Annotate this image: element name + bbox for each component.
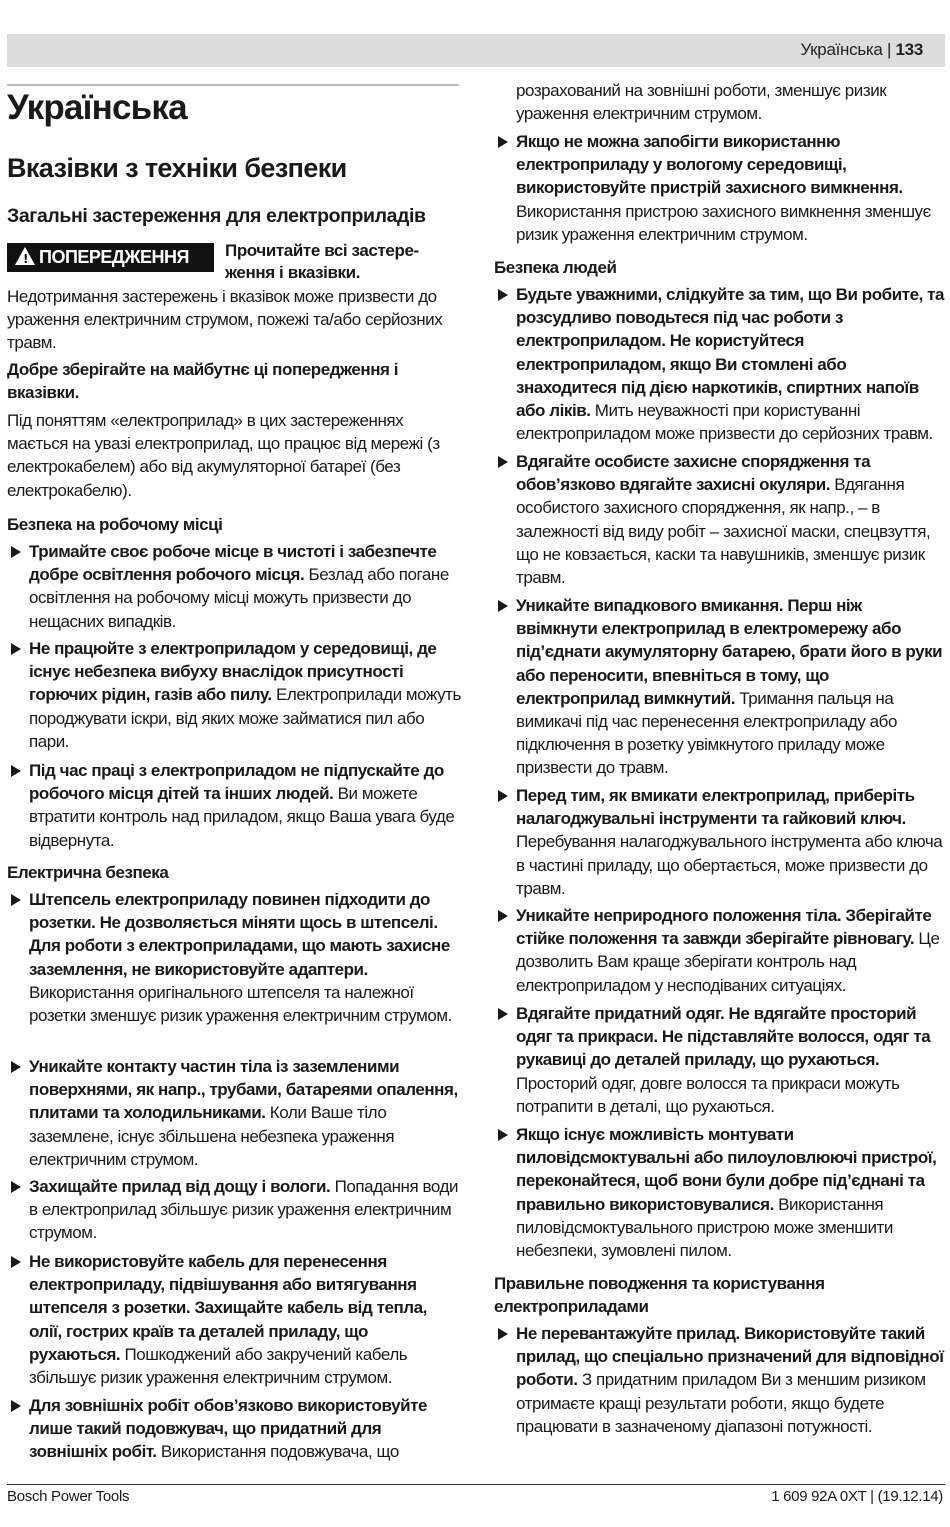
list-item: Не працюйте з електроприладом у середовищі, де існує небезпека вибуху внаслідок присутності горючих рідин, газів або пилу. Електроприлади можуть породжувати іскри, від яких може займатися пил або пари. [7, 637, 462, 753]
bullet-arrow-icon [11, 1181, 21, 1193]
title-rule [7, 84, 459, 86]
personal-heading: Безпека людей [494, 258, 617, 277]
list-item: Захищайте прилад від дощу і вологи. Попадання води в електроприлад збільшує ризик ураження електричним струмом. [7, 1175, 462, 1245]
list-item: Вдягайте придатний одяг. Не вдягайте просторий одяг та прикраси. Не підставляйте волосся, одяг та рукавиці до деталей приладу, що рухаються. Просторий одяг, довге волосся та прикраси можуть потрапити в деталі, що рухаються. [494, 1002, 946, 1118]
header-label: Українська | 133 [800, 40, 923, 59]
warning-badge: ! ПОПЕРЕДЖЕННЯ [7, 243, 214, 272]
page-number: 133 [895, 40, 923, 59]
list-item: Будьте уважними, слідкуйте за тим, що Ви робите, та розсудливо поводьтеся під час роботи з електроприладом. Не користуйтеся електроприладом, якщо Ви стомлені або знаходитеся під дією наркотиків, спиртних напоїв або ліків. Мить неуважності при користуванні електроприладом може призвести до серйозних травм. [494, 283, 946, 445]
warning-text: Прочитайте всі застере-ження і вказівки. [225, 241, 419, 282]
work-area-heading: Безпека на робочому місці [7, 515, 223, 534]
footer-rule [7, 1484, 945, 1485]
bullet-arrow-icon [11, 1061, 21, 1073]
intro-paragraph: Недотримання застережень і вказівок може призвести до ураження електричним струмом, пожежі та/або серйозних травм. [7, 287, 443, 353]
list-item: Під час праці з електроприладом не підпускайте до робочого місця дітей та інших людей. Ви можете втратити контроль над приладом, якщо Ваша увага буде відвернута. [7, 759, 462, 852]
list-item: Якщо існує можливість монтувати пиловідсмоктувальні або пилоуловлюючі пристрої, переконайтеся, щоб вони були добре під’єднані та правильно використовувалися. Використання пиловідсмоктувального пристрою може зменшити небезпеки, зумовлені пилом. [494, 1123, 946, 1262]
bullet-arrow-icon [11, 1400, 21, 1412]
list-item: Не перевантажуйте прилад. Використовуйте такий прилад, що спеціально призначений для відповідної роботи. З придатним приладом Ви з меншим ризиком отримаєте кращі результати роботи, якщо будете працювати в зазначеному діапазоні потужності. [494, 1322, 946, 1438]
bullet-arrow-icon [498, 1328, 508, 1340]
section-title: Вказівки з техніки безпеки [7, 153, 347, 183]
bullet-arrow-icon [11, 643, 21, 655]
footer-doc-code: 1 609 92A 0XT | (19.12.14) [771, 1488, 943, 1505]
list-item: Вдягайте особисте захисне спорядження та обов’язково вдягайте захисні окуляри. Вдягання особистого захисного спорядження, як напр., – в залежності від виду робіт – захисної маски, спецвзуття, що не ковзається, каски та навушників, зменшує ризик травм. [494, 450, 946, 589]
bullet-arrow-icon [498, 790, 508, 802]
page-header [7, 34, 945, 67]
bullet-arrow-icon [11, 1256, 21, 1268]
bullet-arrow-icon [498, 600, 508, 612]
subsection-title: Загальні застереження для електроприладів [7, 205, 426, 227]
bullet-arrow-icon [498, 136, 508, 148]
handling-heading: Правильне поводження та користування електроприладами [494, 1274, 825, 1316]
list-item: Уникайте випадкового вмикання. Перш ніж ввімкнути електроприлад в електромережу або під’єднати акумуляторну батарею, брати його в руки або переносити, впевніться в тому, що електроприлад вимкнутий. Тримання пальця на вимикачі під час перенесення електроприладу або підключення в розетку увімкнутого приладу може призвести до травм. [494, 594, 946, 780]
page-title: Українська [7, 88, 187, 127]
bullet-arrow-icon [498, 456, 508, 468]
list-item: Не використовуйте кабель для перенесення електроприладу, підвішування або витягування штепселя з розетки. Захищайте кабель від тепла, олії, гострих країв та деталей приладу, що рухаються. Пошкоджений або закручений кабель збільшує ризик ураження електричним струмом. [7, 1250, 462, 1389]
bullet-arrow-icon [11, 894, 21, 906]
continuation-text: розрахований на зовнішні роботи, зменшує ризик ураження електричним струмом. [516, 81, 887, 124]
definition-paragraph: Під поняттям «електроприлад» в цих застереженнях мається на увазі електроприлад, що працює від мережі (з електрокабелем) або від акумуляторної батареї (без електрокабелю). [7, 411, 440, 500]
bullet-arrow-icon [11, 765, 21, 777]
list-item: Перед тим, як вмикати електроприлад, приберіть налагоджувальні інструменти та гайковий ключ. Перебування налагоджувального інструмента або ключа в частині приладу, що обертається, може призвести до травм. [494, 784, 946, 900]
bullet-arrow-icon [498, 1008, 508, 1020]
list-item: Уникайте контакту частин тіла із заземленими поверхнями, як напр., трубами, батареями опалення, плитами та холодильниками. Коли Ваше тіло заземлене, існує збільшена небезпека ураження електричним струмом. [7, 1055, 462, 1171]
warning-badge-label: ПОПЕРЕДЖЕННЯ [39, 247, 189, 267]
list-item: Якщо не можна запобігти використанню електроприладу у вологому середовищі, використовуйте пристрій захисного вимкнення. Використання пристрою захисного вимкнення зменшує ризик ураження електричним струмом. [494, 130, 946, 246]
footer-brand: Bosch Power Tools [7, 1488, 130, 1505]
list-item: Для зовнішніх робіт обов’язково використовуйте лише такий подовжувач, що придатний для зовнішніх робіт. Використання подовжувача, що [7, 1394, 462, 1464]
electrical-heading: Електрична безпека [7, 863, 169, 882]
list-item: Тримайте своє робоче місце в чистоті і забезпечте добре освітлення робочого місця. Безлад або погане освітлення на робочому місці можуть призвести до нещасних випадків. [7, 540, 462, 633]
bullet-arrow-icon [498, 289, 508, 301]
bullet-arrow-icon [11, 546, 21, 558]
keep-instructions: Добре зберігайте на майбутнє ці попередження і вказівки. [7, 360, 399, 402]
list-item: Штепсель електроприладу повинен підходити до розетки. Не дозволяється міняти щось в штепселі. Для роботи з електроприладами, що мають захисне заземлення, не використовуйте адаптери. Використання оригінального штепселя та належної розетки зменшує ризик ураження електричним струмом. [7, 888, 462, 1027]
list-item: Уникайте неприродного положення тіла. Зберігайте стійке положення та завжди зберігайте рівновагу. Це дозволить Вам краще зберігати контроль над електроприладом у несподіваних ситуаціях. [494, 904, 946, 997]
bullet-arrow-icon [498, 910, 508, 922]
bullet-arrow-icon [498, 1129, 508, 1141]
